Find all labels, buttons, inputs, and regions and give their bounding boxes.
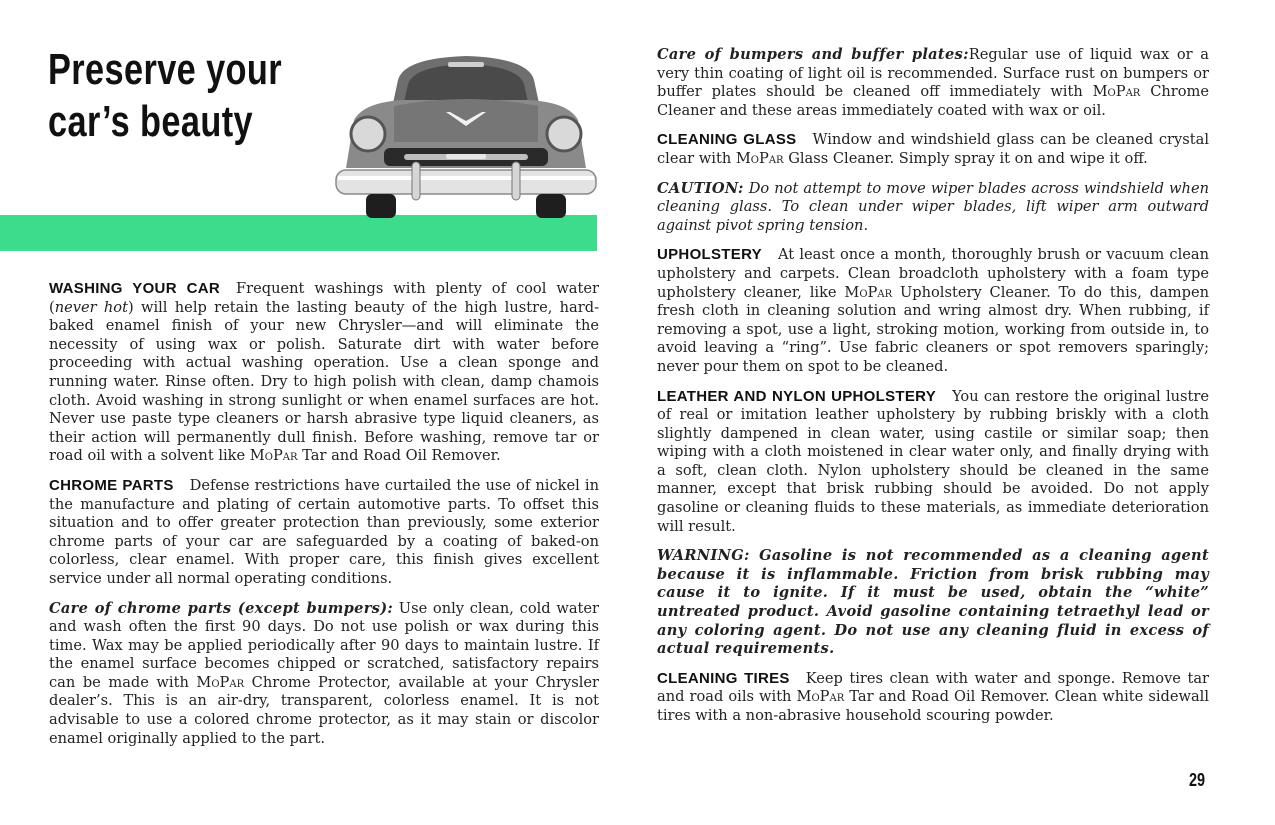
right-column <box>657 46 1209 737</box>
left-column <box>49 280 599 759</box>
brand-name: MoPar <box>735 149 784 167</box>
page-number: 29 <box>1189 770 1206 790</box>
section-caution: CAUTION: Do not attempt to move wiper blades across windshield when cleaning glass. To clean under wiper blades, lift wiper arm outward against pivot spring tension. <box>657 179 1209 234</box>
brand-name: MoPar <box>844 283 893 301</box>
caution-label: CAUTION: <box>657 179 744 197</box>
brand-name: MoPar <box>1092 83 1141 101</box>
section-chrome-care: Care of chrome parts (except bumpers): Use only clean, cold water and wash often the first 90 days. Do not use polish or wax during this time. Wax may be applied periodically after 90 days to maintain lustre. If the enamel surface becomes chipped or scratched, satisfactory repairs can be made with MoPar Chrome Protector, available at your Chrysler dealer’s. This is an air-dry, transparent, colorless enamel. It is not advisable to use a colored chrome protector, as it may stain or discolor enamel originally applied to the part. <box>49 599 599 747</box>
section-heading: WASHING YOUR CAR <box>49 280 221 297</box>
section-heading: CHROME PARTS <box>49 476 174 494</box>
section-upholstery: UPHOLSTERY At least once a month, thoroughly brush or vacuum clean upholstery and carpets. Clean broadcloth upholstery with a foam type upholstery cleaner, like MoPar Upholstery Cleaner. To do this, dampen fresh cloth in cleaning solution and wring almost dry. When rubbing, if removing a spot, use a light, stroking motion, working from outside in, to avoid leaving a “ring”. Use fabric cleaners or spot removers sparingly; never pour them on spot to be cleaned. <box>657 246 1209 375</box>
section-cleaning-tires: CLEANING TIRES Keep tires clean with water and sponge. Remove tar and road oils with MoPar Tar and Road Oil Remover. Clean white sidewall tires with a non-abrasive household scouring powder. <box>657 669 1209 724</box>
section-heading: Care of chrome parts (except bumpers): <box>49 599 394 617</box>
section-heading: LEATHER AND NYLON UPHOLSTERY <box>657 387 937 405</box>
brand-name: MoPar <box>249 447 298 465</box>
section-cleaning-glass: CLEANING GLASS Window and windshield glass can be cleaned crystal clear with MoPar Glass Cleaner. Simply spray it on and wipe it off. <box>657 131 1210 167</box>
warning-label: WARNING: <box>657 547 750 565</box>
brand-name: MoPar <box>796 688 845 706</box>
section-chrome-parts: CHROME PARTS Defense restrictions have curtailed the use of nickel in the manufacture and plating of certain automotive parts. To offset this situation and to offer greater protection than previously, some exterior chrome parts of your car are safeguarded by a coating of baked-on colorless, clear enamel. With proper care, this finish gives excellent service under all normal operating conditions. <box>49 476 599 587</box>
page-title <box>48 44 282 148</box>
section-warning: WARNING: Gasoline is not recommended as a cleaning agent because it is inflammable. Friction from brisk rubbing may cause it to ignite. If it must be used, obtain the “white” untreated product. Avoid gasoline containing tetraethyl lead or any coloring agent. Do not use any cleaning fluid in excess of actual requirements. <box>657 547 1209 658</box>
section-heading: Care of bumpers and buffer plates: <box>657 46 969 63</box>
section-heading: CLEANING GLASS <box>657 131 797 149</box>
section-leather-nylon: LEATHER AND NYLON UPHOLSTERY You can restore the original lustre of real or imitation leather upholstery by rubbing briskly with a cloth slightly dampened in clean water, using castile or similar soap; then wiping with a cloth moistened in clear water only, and finally drying with a soft, clean cloth. Nylon upholstery should be cleaned in the same manner, except that brisk rubbing should be avoided. Do not apply gasoline or cleaning fluids to these materials, as immediate deterioration will result. <box>657 387 1209 535</box>
section-washing: WASHING YOUR CAR Frequent washings with plenty of cool water (never hot) will help retain the lasting beauty of the high lustre, hard-baked enamel finish of your new Chrysler—and will eliminate the necessity of using wax or polish. Saturate dirt with water before proceeding with actual washing operation. Use a clean sponge and running water. Rinse often. Dry to high polish with clean, damp chamois cloth. Avoid washing in strong sunlight or when enamel surfaces are hot. Never use paste type cleaners or harsh abrasive type liquid cleaners, as their action will permanently dull finish. Before washing, remove tar or road oil with a solvent like MoPar Tar and Road Oil Remover. <box>49 280 599 465</box>
brand-name: MoPar <box>196 673 245 691</box>
section-bumpers: Care of bumpers and buffer plates:Regular use of liquid wax or a very thin coating of light oil is recommended. Surface rust on bumpers or buffer plates should be cleaned off immediately with MoPar Chrome Cleaner and these areas immediately coated with wax or oil. <box>657 46 1209 119</box>
page-title-line-2: car’s beauty <box>48 97 253 146</box>
page-title-line-1: Preserve your <box>48 45 283 94</box>
section-heading: UPHOLSTERY <box>657 246 762 264</box>
car-front-illustration <box>334 50 598 222</box>
section-heading: CLEANING TIRES <box>657 669 790 687</box>
